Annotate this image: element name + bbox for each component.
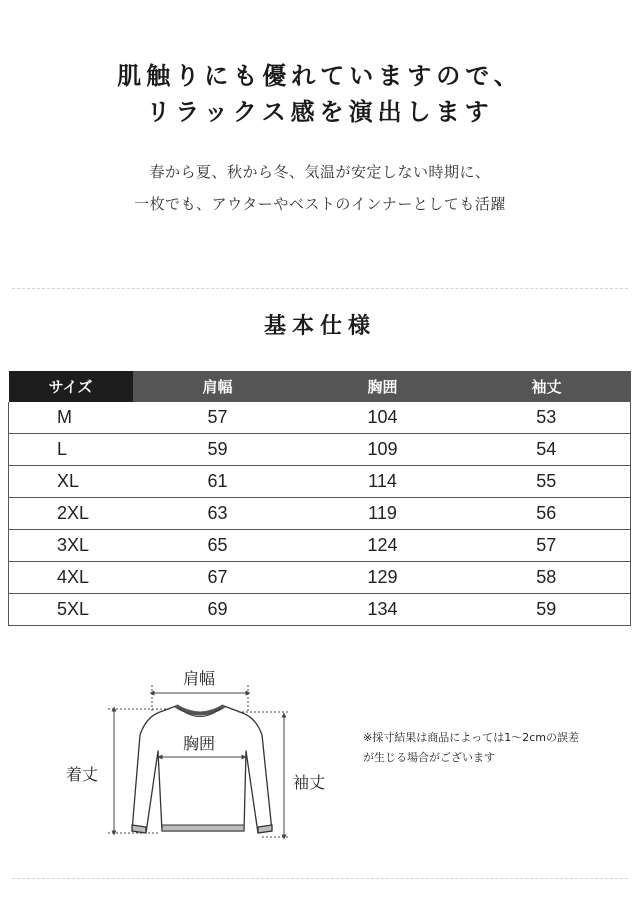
cell-shoulder: 61 — [133, 466, 303, 498]
cell-chest: 129 — [303, 562, 463, 594]
cell-shoulder: 57 — [133, 402, 303, 434]
cell-chest: 134 — [303, 594, 463, 626]
table-row — [9, 594, 631, 626]
table-row — [9, 434, 631, 466]
cell-chest: 114 — [303, 466, 463, 498]
label-chest: 胸囲 — [183, 734, 216, 753]
description-line-2: 一枚でも、アウターやベストのインナーとしても活躍 — [134, 195, 506, 213]
header-sleeve: 袖丈 — [463, 371, 631, 402]
table-row — [9, 562, 631, 594]
cell-shoulder: 67 — [133, 562, 303, 594]
cell-sleeve: 59 — [463, 594, 631, 626]
label-length: 着丈 — [66, 765, 99, 784]
cell-size: 5XL — [9, 594, 133, 626]
cell-size: 3XL — [9, 530, 133, 562]
cell-sleeve: 57 — [463, 530, 631, 562]
cell-size: L — [9, 434, 133, 466]
cell-shoulder: 59 — [133, 434, 303, 466]
cell-sleeve: 54 — [463, 434, 631, 466]
table-row — [9, 402, 631, 434]
headline-line-1: 肌触りにも優れていますので、 — [117, 62, 523, 90]
header-chest: 胸囲 — [303, 371, 463, 402]
cell-shoulder: 69 — [133, 594, 303, 626]
cell-chest: 119 — [303, 498, 463, 530]
spec-title: 基本仕様 — [263, 314, 376, 339]
table-row — [9, 530, 631, 562]
table-row — [9, 466, 631, 498]
cell-sleeve: 55 — [463, 466, 631, 498]
measurement-diagram — [0, 655, 640, 865]
cell-size: XL — [9, 466, 133, 498]
cell-shoulder: 65 — [133, 530, 303, 562]
cell-size: 4XL — [9, 562, 133, 594]
cell-size: M — [9, 402, 133, 434]
table-header-row — [9, 371, 631, 402]
measurement-note-line-2: が生じる場合がございます — [363, 751, 495, 764]
description-line-1: 春から夏、秋から冬、気温が安定しない時期に、 — [149, 163, 491, 181]
header-size: サイズ — [9, 371, 133, 402]
cell-chest: 124 — [303, 530, 463, 562]
table-row — [9, 498, 631, 530]
header-shoulder: 肩幅 — [133, 371, 303, 402]
label-sleeve: 袖丈 — [293, 773, 326, 792]
cell-chest: 104 — [303, 402, 463, 434]
size-table — [8, 371, 631, 626]
headline-line-2: リラックス感を演出します — [146, 98, 494, 126]
cell-sleeve: 56 — [463, 498, 631, 530]
cell-sleeve: 53 — [463, 402, 631, 434]
cell-sleeve: 58 — [463, 562, 631, 594]
label-shoulder: 肩幅 — [183, 669, 216, 688]
sweater-illustration — [0, 655, 640, 865]
cell-shoulder: 63 — [133, 498, 303, 530]
divider-top — [12, 288, 628, 289]
measurement-note-line-1: ※採寸結果は商品によっては1～2cmの誤差 — [363, 731, 579, 744]
cell-chest: 109 — [303, 434, 463, 466]
divider-bottom — [12, 878, 628, 879]
cell-size: 2XL — [9, 498, 133, 530]
